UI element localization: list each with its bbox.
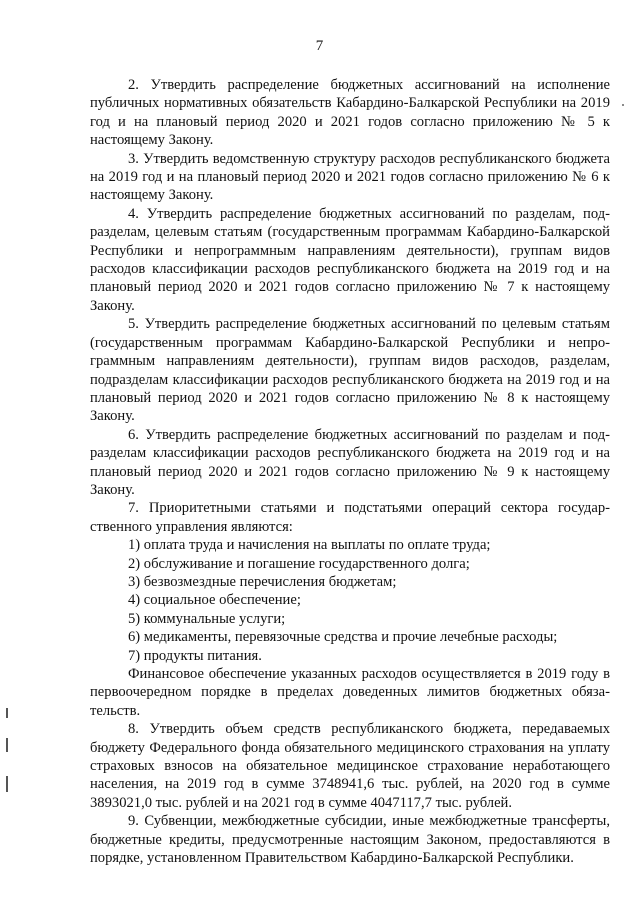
document-body xyxy=(90,76,610,867)
scan-mark xyxy=(6,776,8,792)
paragraph-8: 8. Утвердить объем средств республиканского бюджета, передаваемых бюджету Федерального фонда обязательного медицинского страхования на уплату страховых взносов на обязательное медицинское страхование неработающего населения, на 2019 год в сумме 3748941,6 тыс. рублей, на 2020 год в сумме 3893021,0 тыс. рублей и на 2021 год в сумме 4047117,7 тыс. рублей. xyxy=(90,721,610,811)
financing-paragraph: Финансовое обеспечение указанных расходов осуществляется в 2019 году в первоочередном порядке в пределах доведенных лимитов бюджетных обязательств. xyxy=(90,666,610,719)
paragraph-6: 6. Утвердить распределение бюджетных ассигнований по разделам и подразделам классификации расходов республиканского бюджета на 2019 год и на плановый период 2020 и 2021 годов согласно приложению № 9 к настоящему Закону. xyxy=(90,426,610,498)
scan-mark xyxy=(6,738,8,752)
paragraph-9: 9. Субвенции, межбюджетные субсидии, иные межбюджетные трансферты, бюджетные кредиты, предусмотренные настоящим Законом, предоставляются в порядке, установленном Правительством Кабардино-Балкарской Республики. xyxy=(90,813,610,867)
list-item: 3) безвозмездные перечисления бюджетам; xyxy=(128,573,397,590)
scan-mark xyxy=(6,708,8,718)
list-item: 6) медикаменты, перевязочные средства и прочие лечебные расходы; xyxy=(128,629,558,646)
list-item: 2) обслуживание и погашение государственного долга; xyxy=(128,555,470,572)
scan-speck xyxy=(622,104,624,106)
page-number: 7 xyxy=(315,38,324,54)
list-item: 1) оплата труда и начисления на выплаты по оплате труда; xyxy=(128,537,491,554)
paragraph-3: 3. Утвердить ведомственную структуру расходов республиканского бюджета на 2019 год и на плановый период 2020 и 2021 годов согласно приложению № 6 к настоящему Закону. xyxy=(90,150,610,204)
list-item: 4) социальное обеспечение; xyxy=(128,592,301,609)
list-item: 5) коммунальные услуги; xyxy=(128,610,286,627)
paragraph-2: 2. Утвердить распределение бюджетных ассигнований на исполнение публичных нормативных обязательств Кабардино-Балкарской Республики на 2019 год и на плановый период 2020 и 2021 годов согласно приложению № 5 к настоящему Закону. xyxy=(90,77,610,149)
paragraph-5: 5. Утвердить распределение бюджетных ассигнований по целевым статьям (государственным программам Кабардино-Балкарской Республики и непрограммным направлениям деятельности), группам видов расходов, разделам, подразделам классификации расходов республиканского бюджета на 2019 год и на плановый период 2020 и 2021 годов согласно приложению № 8 к настоящему Закону. xyxy=(90,316,610,425)
paragraph-4: 4. Утвердить распределение бюджетных ассигнований по разделам, подразделам, целевым статьям (государственным программам Кабардино-Балкарской Республики и непрограммным направлениям деятельности), группам видов расходов классификации расходов республиканского бюджета на 2019 год и на плановый период 2020 и 2021 годов согласно приложению № 7 к настоящему Закону. xyxy=(90,205,610,314)
paragraph-7: 7. Приоритетными статьями и подстатьями операций сектора государственного управления являются: xyxy=(90,500,610,535)
priority-list xyxy=(90,536,610,665)
list-item: 7) продукты питания. xyxy=(128,647,262,664)
